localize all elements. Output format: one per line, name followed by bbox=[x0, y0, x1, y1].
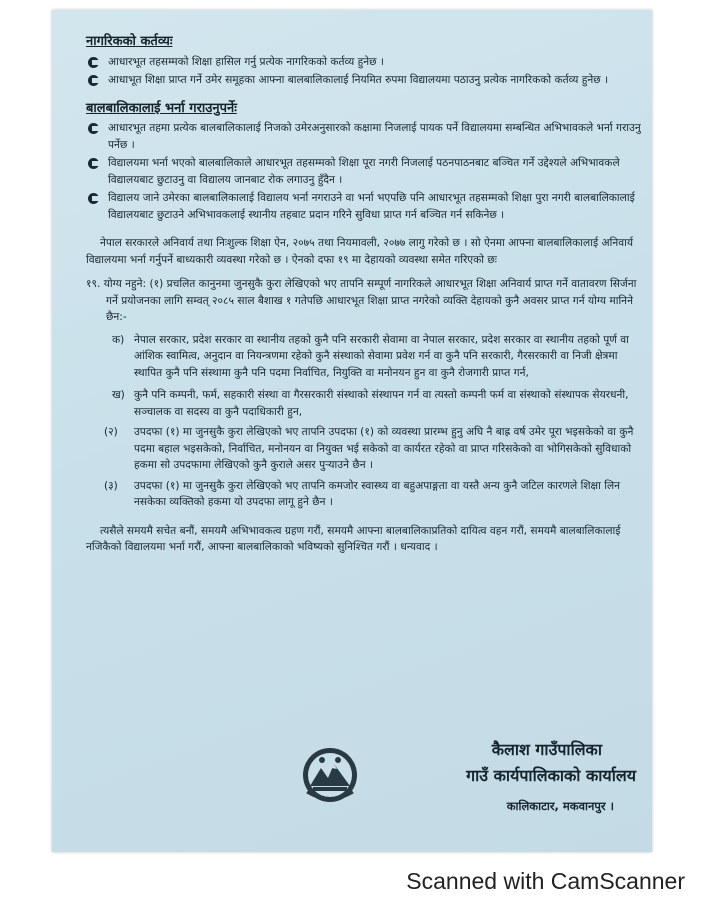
signature-block bbox=[86, 740, 642, 830]
act-paragraph: नेपाल सरकारले अनिवार्य तथा निःशुल्क शिक्षा ऐन, २०७५ तथा नियमावली, २०७७ लागु गरेको छ । सो ऐनमा आफ्ना बालबालिकालाई अनिवार्य विद्यालयमा भर्ना गर्नुपर्ने बाध्यकारी व्यवस्था गरेको छ । ऐनको दफा १९ मा देहायको व्यवस्था समेत गरिएको छः bbox=[86, 237, 634, 266]
notice-content bbox=[86, 32, 642, 813]
list-item bbox=[86, 155, 642, 188]
clause-19-intro: १९. योग्य नहुने: (१) प्रचलित कानुनमा जुनसुकै कुरा लेखिएको भए तापनि सम्पूर्ण नागरिकले आधारभूत शिक्षा अनिवार्य प्राप्त गर्ने वातावरण सिर्जना गर्ने प्रयोजनका लागि सम्वत् २०८५ साल बैशाख १ गतेपछि आधारभूत शिक्षा प्राप्त नगरेको व्यक्ति देहायको कुनै अवसर प्राप्त गर्न योग्य मानिने छैन:- bbox=[86, 278, 637, 323]
list-item-text: विद्यालय जाने उमेरका बालबालिकालाई विद्यालय भर्ना नगराउने वा भर्ना भएपछि पनि आधारभूत तहसम्मको शिक्षा पुरा नगरी बालबालिकालाई विद्यालयबाट छुटाउने अभिभावकलाई स्थानीय तहबाट प्रदान गरिने सुविधा प्राप्त गर्न बञ्चित गर्न सकिनेछ । bbox=[108, 192, 635, 221]
bullet-icon bbox=[88, 158, 99, 169]
bullet-icon bbox=[88, 57, 99, 68]
subsection-label: (२) bbox=[104, 426, 118, 438]
list-item-text: विद्यालयमा भर्ना भएको बालबालिकाले आधारभूत तहसम्मको शिक्षा पूरा नगरी निजलाई पठनपाठनबाट बञ्चित गर्ने उद्देश्यले अभिभावकले विद्यालयबाट छुटाउनु वा विद्यालय जानबाट रोक लगाउनु हुँदैन । bbox=[108, 157, 620, 186]
subsection-text: उपदफा (१) मा जुनसुकै कुरा लेखिएको भए तापनि कमजोर स्वास्थ्य वा बहुअपाङ्गता वा यस्तै अन्य कुनै जटिल कारणले शिक्षा लिन नसकेका व्यक्तिको हकमा यो उपदफा लागू हुने छैन । bbox=[134, 479, 621, 508]
bullet-icon bbox=[88, 75, 99, 86]
clause-item-text: नेपाल सरकार, प्रदेश सरकार वा स्थानीय तहको कुनै पनि सरकारी सेवामा वा नेपाल सरकार, प्रदेश सरकार वा स्थानीय तहको पूर्ण वा आंशिक स्वामित्व, अनुदान वा नियन्त्रणमा रहेको कुनै संस्थाको सेवामा प्रवेश गर्न वा कुनै पनि सरकारी, गैरसरकारी वा निजी क्षेत्रमा स्थापित कुनै पनि संस्थामा कुनै पनि पदमा निर्वाचित, नियुक्ति वा मनोनयन हुन वा कुनै रोजगारी प्राप्त गर्न, bbox=[134, 333, 629, 379]
bullet-icon bbox=[88, 193, 99, 204]
list-item-text: आधारभूत तहसम्मको शिक्षा हासिल गर्नु प्रत्येक नागरिकको कर्तव्य हुनेछ । bbox=[108, 55, 384, 68]
closing-paragraph: त्यसैले समयमै सचेत बनौं, समयमै अभिभावकत्व ग्रहण गरौं, समयमै आफ्ना बालबालिकाप्रतिको दायित्व वहन गरौं, समयमै बालबालिकालाई नजिकैको विद्यालयमा भर्ना गरौं, आफ्ना बालबालिकाको भविष्यको सुनिश्चित गरौं । धन्यवाद । bbox=[86, 524, 621, 553]
list-item bbox=[86, 120, 642, 153]
subsection-text: उपदफा (१) मा जुनसुकै कुरा लेखिएको भए तापनि उपदफा (१) को व्यवस्था प्रारम्भ हुनु अघि नै बाह्र वर्ष उमेर पूरा भइसकेको वा कुनै पदमा बहाल भइसकेको, निर्वाचित, मनोनयन वा नियुक्त भई सकेको वा कार्यरत रहेको वा प्राप्त गरिसकेको वा भोगिसकेको सुविधाको हकमा सो उपदफामा लेखिएको कुनै कुराले असर पुऱ्याउने छैन । bbox=[134, 426, 634, 471]
subsection bbox=[86, 424, 642, 474]
clause-item bbox=[86, 387, 642, 420]
municipality-name: कैलाश गाउँपालिका bbox=[491, 740, 602, 759]
list-item bbox=[86, 190, 642, 223]
camscanner-watermark: Scanned with CamScanner bbox=[406, 868, 685, 894]
clause-item bbox=[86, 332, 642, 382]
nepal-government-emblem-icon bbox=[301, 746, 359, 804]
list-item bbox=[86, 72, 642, 89]
section-heading-citizen-duty: नागरिकको कर्तव्यः bbox=[86, 34, 173, 49]
subsection bbox=[86, 478, 642, 511]
list-item bbox=[86, 54, 642, 71]
clause-item-label: क) bbox=[112, 333, 125, 346]
bullet-icon bbox=[88, 123, 99, 134]
subsection-label: (३) bbox=[104, 479, 118, 492]
scanned-notice-sheet bbox=[52, 10, 652, 852]
office-address: कालिकाटार, मकवानपुर । bbox=[506, 799, 614, 813]
list-item-text: आधाभूत शिक्षा प्राप्त गर्ने उमेर समूहका आफ्ना बालबालिकालाई नियमित रुपमा विद्यालयमा पठाउनु प्रत्येक नागरिकको कर्तव्य हुनेछ । bbox=[108, 74, 609, 86]
clause-item-text: कुनै पनि कम्पनी, फर्म, सहकारी संस्था वा गैरसरकारी संस्थाको संस्थापन गर्न वा त्यस्तो कम्पनी फर्म वा संस्थाको संस्थापक सेयरधनी, सञ्चालक वा सदस्य वा कुनै पदाधिकारी हुन, bbox=[134, 389, 629, 418]
clause-item-label: ख) bbox=[112, 389, 125, 401]
office-name: गाउँ कार्यपालिकाको कार्यालय bbox=[466, 766, 636, 785]
list-item-text: आधारभूत तहमा प्रत्येक बालबालिकालाई निजको उमेरअनुसारको कक्षामा निजलाई पायक पर्ने विद्यालयमा सम्बन्धित अभिभावकले भर्ना गराउनु पर्नेछ । bbox=[108, 122, 641, 151]
section-heading-enrollment: बालबालिकालाई भर्ना गराउनुपर्नेः bbox=[86, 100, 237, 116]
